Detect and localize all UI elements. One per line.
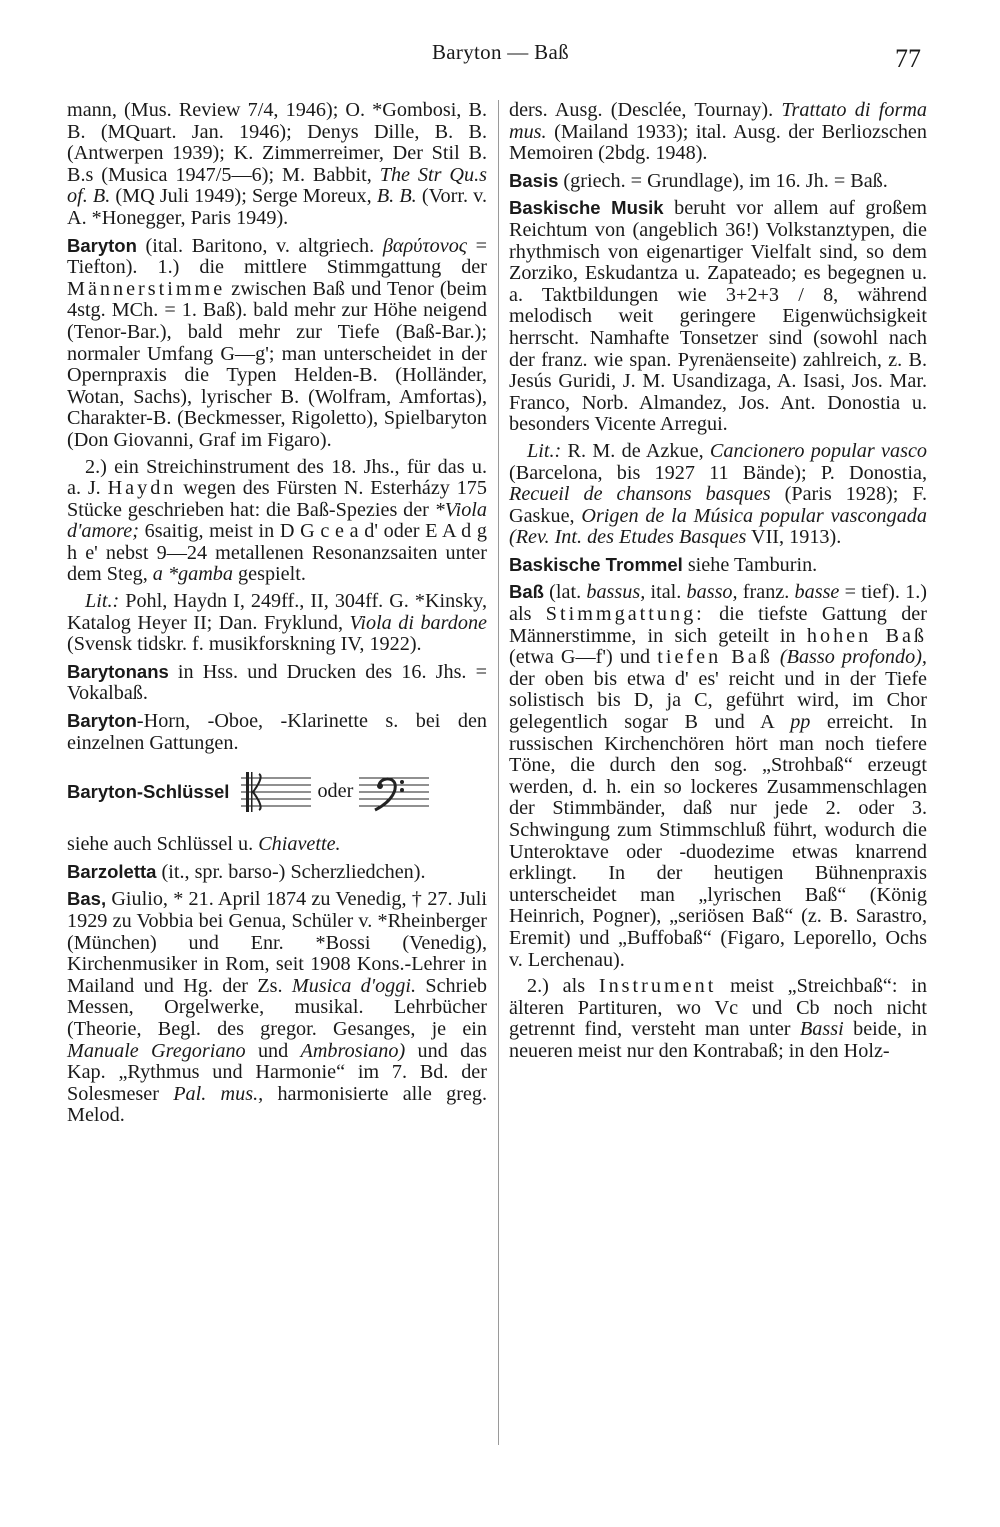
- headword: Baskische Trommel: [509, 553, 683, 575]
- headword: Baskische Musik: [509, 197, 664, 219]
- headword: Barytonans: [67, 660, 169, 682]
- entry-baryton-instrument: 2.) ein Streichinstrument des 18. Jhs., für das u. a. J. Haydn wegen des Fürsten N. Esterházy 175 Stücke geschrieben hat: die Baß-Spezies der *Viola d'amore; 6saitig, meist in D G c e a d' oder E A d g h e' nebst 9—24 metallenen Resonanzsaiten unter dem Steg, a *gamba gespielt.: [67, 455, 487, 586]
- page-number: 77: [895, 44, 921, 73]
- headword: Basis: [509, 169, 559, 191]
- entry-baryton: Baryton (ital. Baritono, v. altgriech. βαρύτονος = Tiefton). 1.) die mittlere Stimmgattung der Männerstimme zwischen Baß und Tenor (beim 4stg. MCh. = 1. Baß). bald mehr zur Höhe neigend (Tenor-Bar.), bald mehr zur Tiefe (Baß-Bar.); normaler Umfang G—g'; man unterscheidet in der Opernpraxis die Typen Helden-B. (Holländer, Wotan, Sachs), lyrischer B. (Wolfram, Amfortas), Charakter-B. (Beckmesser, Rigoletto), Spielbaryton (Don Giovanni, Graf im Figaro).: [67, 234, 487, 451]
- entry-baskische-musik: Baskische Musik beruht vor allem auf großem Reichtum von (angeblich 36!) Volkstanztypen, die rhythmisch von eigenartiger Vielfalt sind, so dem Zorziko, Eskudantza u. Zapateado; es begegnen u. a. Taktbildungen wie 3+2+3 / 8, während melodisch weit geringere Eigenwüchsigkeit herrscht. Namhafte Tonsetzer sind (sowohl nach der franz. wie span. Pyrenäenseite) zahlreich, z. B. Jesús Guridi, J. M. Usandizaga, A. Isasi, Jos. Mar. Franco, Norb. Almandez, Jos. Ant. Donostia u. besonders Vicente Arregui.: [509, 197, 927, 436]
- entry-continuation: mann, (Mus. Review 7/4, 1946); O. *Gombosi, B. B. (MQuart. Jan. 1946); Denys Dille, B. B. (Antwerpen 1939); K. Zimmerreimer, Der Stil B. B.s (Musica 1947/5—6); M. Babbit, The Str Qu.s of. B. (MQ Juli 1949); Serge Moreux, B. B. (Vorr. v. A. *Honegger, Paris 1949).: [67, 99, 487, 229]
- entry-basis: Basis (griech. = Grundlage), im 16. Jh. = Baß.: [509, 169, 888, 192]
- c-clef-staff-icon: [241, 770, 311, 814]
- running-head: Baryton — Baß: [432, 40, 569, 64]
- entry-baryton-horn: Baryton-Horn, -Oboe, -Klarinette s. bei den einzelnen Gattungen.: [67, 710, 487, 754]
- headword: Bas,: [67, 888, 107, 910]
- entry-bas-continuation: ders. Ausg. (Desclée, Tournay). Trattato di forma mus. (Mailand 1933); ital. Ausg. der Berliozschen Memoiren (2bdg. 1948).: [509, 99, 927, 165]
- left-column: [67, 100, 487, 1132]
- headword: Baryton-Schlüssel: [67, 781, 230, 803]
- entry-barzoletta: Barzoletta (it., spr. barso-) Scherzliedchen).: [67, 860, 426, 883]
- entry-baskische-trommel: Baskische Trommel siehe Tamburin.: [509, 553, 818, 576]
- entry-bas: Bas, Giulio, * 21. April 1874 zu Venedig, † 27. Juli 1929 zu Vobbia bei Genua, Schüler v. *Rheinberger (München) und Enr. *Bossi (Venedig), Kirchenmusiker in Rom, seit 1908 Kons.-Lehrer in Mailand und Hg. der Zs. Musica d'oggi. Schrieb Messen, Orgelwerke, musikal. Lehrbücher (Theorie, Begl. des gregor. Gesanges, je ein Manuale Gregoriano und Ambrosiano) und das Kap. „Rythmus und Harmonie“ im 7. Bd. der Solesmeser Pal. mus., harmonisierte alle greg. Melod.: [67, 888, 488, 1127]
- column-divider: [498, 100, 499, 1445]
- right-column: [509, 100, 927, 1068]
- headword: Baryton: [67, 710, 137, 732]
- headword: Baryton: [67, 234, 137, 256]
- literature-baryton: Lit.: Pohl, Haydn I, 249ff., II, 304ff. G. *Kinsky, Katalog Heyer II; Dan. Fryklund, Viola di bardone (Svensk tidskr. f. musikforskning IV, 1922).: [67, 590, 488, 656]
- entry-bass-instrument: 2.) als Instrument meist „Streichbaß“: in älteren Partituren, wo Vc und Cb noch nicht getrennt find, versteht man unter Bassi beide, in neueren meist nur den Kontrabaß; in den Holz-: [509, 975, 927, 1062]
- headword: Barzoletta: [67, 860, 157, 882]
- f-clef-staff-icon: [359, 770, 429, 814]
- entry-baryton-schluessel: Baryton-Schlüssel oder: [67, 770, 487, 814]
- entry-bass: Baß (lat. bassus, ital. basso, franz. basse = tief). 1.) als Stimmgattung: die tiefste Gattung der Männerstimme, in sich geteilt in hohen Baß (etwa G—f') und tiefen Baß (Basso profondo), der oben bis etwa d' es' reicht und in der Tiefe solistisch bis D, ja C, geführt wird, im Chor gelegentlich sogar B und A pp erreicht. In russischen Kirchenchören hört man noch tiefere Töne, die durch den sog. „Strohbaß“ erzeugt werden, d. h. ein so lockeres Zusammenschlagen der Stimmbänder, daß nur jede 2. oder 3. Schwingung zum Stimmschluß führt, wodurch die Unteroktave oder -duodezime etwas knarrend erklingt. In der heutigen Bühnenpraxis unterscheidet man „lyrischen Baß“ (König Heinrich, Pogner), „seriösen Baß“ (z. B. Sarastro, Eremit) und „Buffobaß“ (Figaro, Leporello, Ochs v. Lerchenau).: [509, 581, 927, 971]
- time-signature: 3+2+3 / 8: [725, 283, 834, 306]
- literature-baskische: Lit.: R. M. de Azkue, Cancionero popular vasco (Barcelona, bis 1927 11 Bände); P. Donostia, Recueil de chansons basques (Paris 1928); F. Gaskue, Origen de la Música popular vascongada (Rev. Int. des Etudes Basques VII, 1913).: [509, 439, 927, 549]
- see-also: siehe auch Schlüssel u. Chiavette.: [67, 833, 341, 856]
- headword: Baß: [509, 581, 544, 603]
- entry-barytonans: Barytonans in Hss. und Drucken des 16. Jhs. = Vokalbaß.: [67, 660, 487, 705]
